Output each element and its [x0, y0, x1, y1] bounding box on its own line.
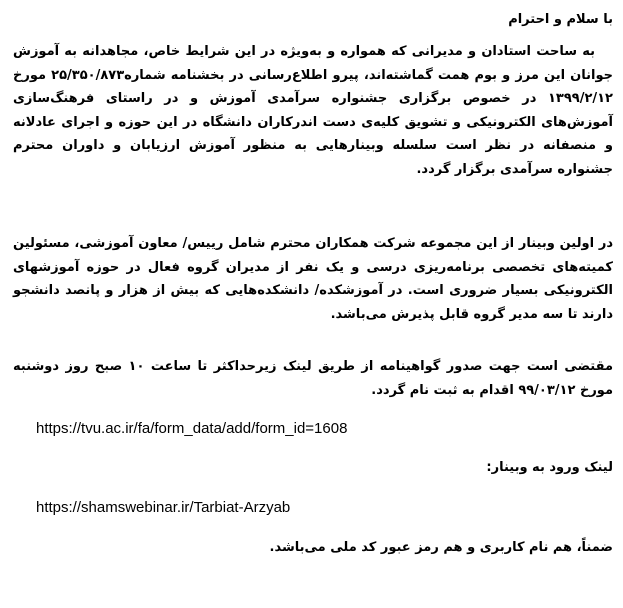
- closing-note: ضمناً، هم نام کاربری و هم رمز عبور کد ملی می‌باشد.: [269, 540, 613, 555]
- webinar-link[interactable]: https://shamswebinar.ir/Tarbiat-Arzyab: [36, 499, 291, 516]
- paragraph-announcement: به ساحت استادان و مدیرانی که همواره و به‌ویژه در این شرایط خاص، مجاهدانه به آموزش جوانان این مرز و بوم همت گماشته‌اند، پیرو اطلاع‌رسانی در بخشنامه شماره۲۵/۳۵۰/۸۷۳ مورخ ۱۳۹۹/۲/۱۲ در خصوص برگزاری جشنواره سرآمدی آموزش و در راستای فرهنگ‌سازی آموزش‌های الکترونیکی و تشویق کلیه‌ی دست اندرکاران دانشگاه در این حوزه و اجرای عادلانه و منصفانه در نظر است سلسله وبینارهایی به منظور آموزش ارزیابان و داوران محترم جشنواره سرآمدی برگزار گردد.: [13, 44, 614, 177]
- paragraph-participants: در اولین وبینار از این مجموعه شرکت همکاران محترم شامل رییس/ معاون آموزشی، مسئولین کمیته‌های تخصصی برنامه‌ریزی درسی و یک نفر از مدیران گروه فعال در حوزه آموزشهای الکترونیکی بسیار ضروری است. در آموزشکده/ دانشکده‌هایی که بیش از هزار و پانصد دانشجو دارند تا سه مدیر گروه قابل پذیرش می‌باشد.: [13, 236, 613, 322]
- paragraph-registration: مقتضی است جهت صدور گواهینامه از طریق لینک زیرحداکثر تا ساعت ۱۰ صبح روز دوشنبه مورخ ۹۹/۰۳/۱۲ اقدام به ثبت نام گردد.: [13, 359, 613, 398]
- registration-link[interactable]: https://tvu.ac.ir/fa/form_data/add/form_id=1608: [36, 420, 348, 437]
- webinar-link-label: لینک ورود به وبینار:: [486, 460, 613, 475]
- greeting: با سلام و احترام: [508, 12, 613, 27]
